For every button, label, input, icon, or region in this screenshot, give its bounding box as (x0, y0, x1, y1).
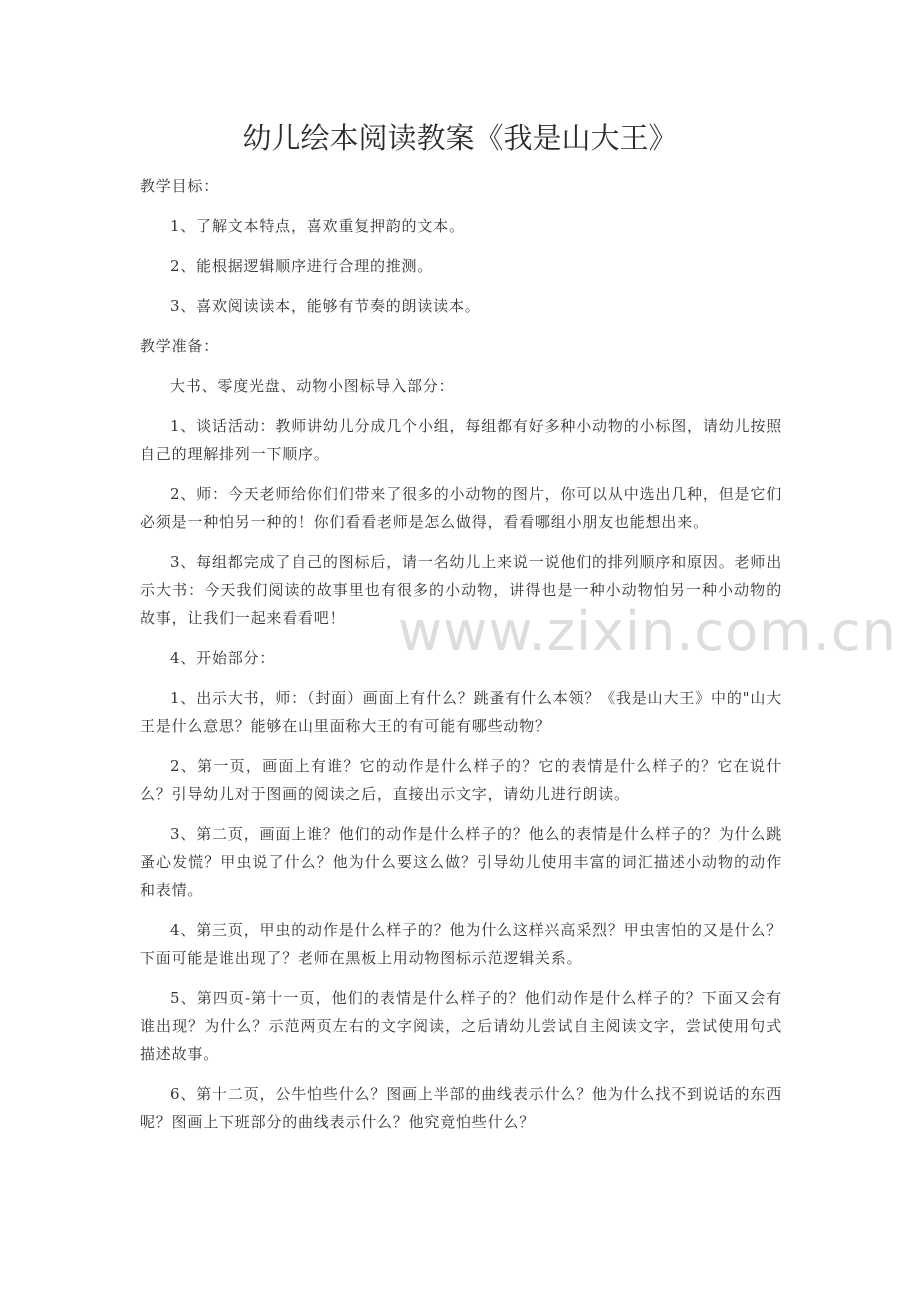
objective-item: 2、能根据逻辑顺序进行合理的推测。 (170, 257, 434, 275)
section-heading-start: 4、开始部分： (170, 649, 276, 667)
watermark: www.zixin.com.cn (398, 600, 897, 663)
preparation-item: 大书、零度光盘、动物小图标导入部分： (170, 377, 455, 395)
objective-item: 1、了解文本特点，喜欢重复押韵的文本。 (170, 217, 465, 235)
document-body (140, 172, 782, 1148)
objective-item: 3、喜欢阅读读本，能够有节奏的朗读读本。 (170, 297, 481, 315)
intro-step: 1、谈话活动：教师讲幼儿分成几个小组，每组都有好多种小动物的小标图，请幼儿按照自己的理解排列一下顺序。 (140, 417, 782, 463)
page-title: 幼儿绘本阅读教案《我是山大王》 (242, 121, 678, 155)
reading-step: 6、第十二页，公牛怕些什么？图画上半部的曲线表示什么？他为什么找不到说话的东西呢？图画上下班部分的曲线表示什么？他究竟怕些什么？ (140, 1085, 782, 1131)
intro-step: 3、每组都完成了自己的图标后，请一名幼儿上来说一说他们的排列顺序和原因。老师出示大书：今天我们阅读的故事里也有很多的小动物，讲得也是一种小动物怕另一种小动物的故事，让我们一起来看看吧！ (140, 553, 782, 627)
reading-step: 2、第一页，画面上有谁？它的动作是什么样子的？它的表情是什么样子的？它在说什么？引导幼儿对于图画的阅读之后，直接出示文字，请幼儿进行朗读。 (140, 757, 782, 803)
reading-step: 4、第三页，甲虫的动作是什么样子的？他为什么这样兴高采烈？甲虫害怕的又是什么？下面可能是谁出现了？老师在黑板上用动物图标示范逻辑关系。 (140, 921, 782, 967)
section-heading-objectives: 教学目标： (140, 177, 220, 195)
reading-step: 5、第四页-第十一页，他们的表情是什么样子的？他们动作是什么样子的？下面又会有谁出现？为什么？示范两页左右的文字阅读，之后请幼儿尝试自主阅读文字，尝试使用句式描述故事。 (140, 989, 782, 1063)
reading-step: 3、第二页，画面上谁？他们的动作是什么样子的？他么的表情是什么样子的？为什么跳蚤心发慌？甲虫说了什么？他为什么要这么做？引导幼儿使用丰富的词汇描述小动物的动作和表情。 (140, 825, 782, 899)
reading-step: 1、出示大书，师：（封面）画面上有什么？跳蚤有什么本领？《我是山大王》中的"山大王是什么意思？能够在山里面称大王的有可能有哪些动物？ (140, 689, 782, 735)
section-heading-preparation: 教学准备： (140, 337, 220, 355)
intro-step: 2、师：今天老师给你们们带来了很多的小动物的图片，你可以从中选出几种，但是它们必须是一种怕另一种的！你们看看老师是怎么做得，看看哪组小朋友也能想出来。 (140, 485, 782, 531)
